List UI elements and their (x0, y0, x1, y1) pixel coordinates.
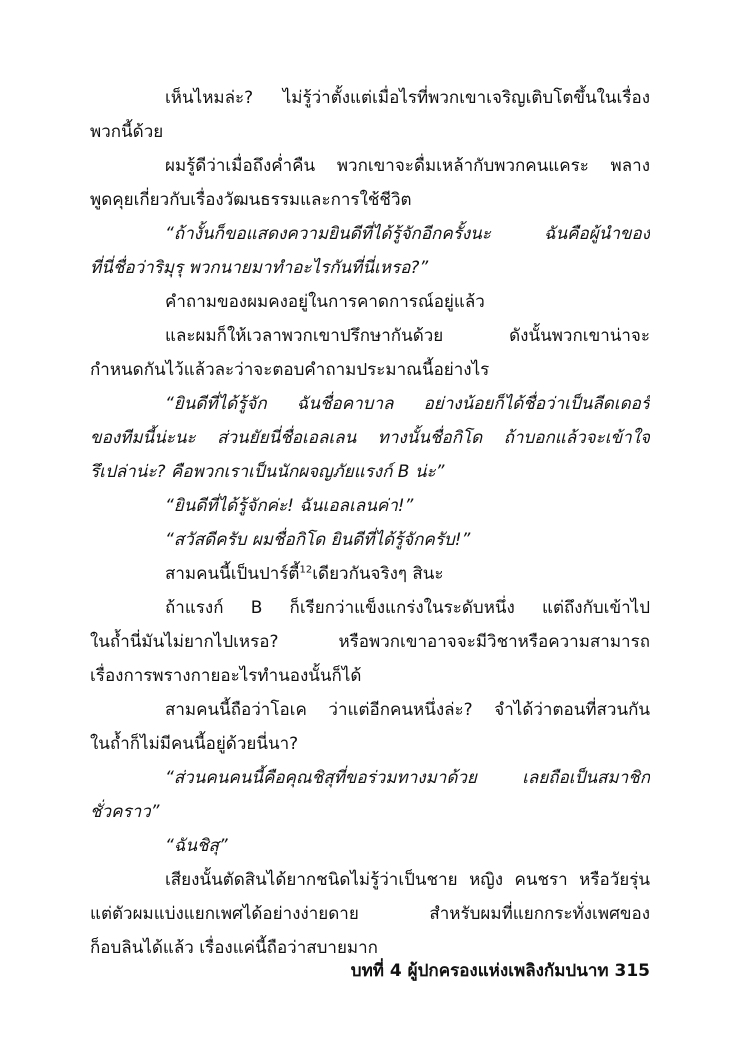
dialogue-line: ชั่วคราว” (90, 802, 160, 822)
text-line: พวกนี้ด้วย (90, 122, 164, 142)
dialogue-line: ของทีมนี้น่ะนะ ส่วนยัยนี่ชื่อเอลเลน ทางนั้นชื่อกิโด ถ้าบอกแล้วจะเข้าใจ (90, 428, 650, 448)
text-line: ผมรู้ดีว่าเมื่อถึงค่ำคืน พวกเขาจะดื่มเหล้ากับพวกคนแคระ พลาง (165, 156, 650, 176)
dialogue-line: “ยินดีที่ได้รู้จัก ฉันชื่อคาบาล อย่างน้อยก็ได้ชื่อว่าเป็นลีดเดอร์ (165, 394, 650, 414)
text-line: ในถ้ำนี่มันไม่ยากไปเหรอ? หรือพวกเขาอาจจะมีวิชาหรือความสามารถ (90, 632, 650, 652)
text-line: ในถ้ำก็ไม่มีคนนี้อยู่ด้วยนี่นา? (90, 734, 299, 754)
text-line: พูดคุยเกี่ยวกับเรื่องวัฒนธรรมและการใช้ชีวิต (90, 190, 412, 210)
page-footer: บทที่ 4 ผู้ปกครองแห่งเพลิงกัมปนาท 315 (350, 961, 650, 981)
dialogue-line: ที่นี่ชื่อว่าริมุรุ พวกนายมาทำอะไรกันที่นี่เหรอ?” (90, 258, 429, 278)
text-line: ถ้าแรงก์ B ก็เรียกว่าแข็งแกร่งในระดับหนึ่ง แต่ถึงกับเข้าไป (165, 598, 650, 618)
text-segment: สามคนนี้เป็นปาร์ตี้ (165, 564, 300, 584)
footnote-marker: 12 (299, 564, 313, 576)
text-line: และผมก็ให้เวลาพวกเขาปรึกษากันด้วย ดังนั้นพวกเขาน่าจะ (165, 326, 650, 346)
text-line: ก็อบลินได้แล้ว เรื่องแค่นี้ถือว่าสบายมาก (90, 938, 378, 958)
dialogue-line: “ฉันชิสุ” (165, 836, 228, 856)
text-line: สามคนนี้ถือว่าโอเค ว่าแต่อีกคนหนึ่งล่ะ? จำได้ว่าตอนที่สวนกัน (165, 700, 650, 720)
text-line (165, 557, 650, 591)
dialogue-line: “ส่วนคนคนนี้คือคุณชิสุที่ขอร่วมทางมาด้วย เลยถือเป็นสมาชิก (165, 768, 650, 788)
dialogue-line: “ถ้างั้นก็ขอแสดงความยินดีที่ได้รู้จักอีกครั้งนะ ฉันคือผู้นำของ (165, 224, 650, 244)
text-line: เสียงนั้นตัดสินได้ยากชนิดไม่รู้ว่าเป็นชาย หญิง คนชรา หรือวัยรุ่น (165, 870, 650, 890)
text-segment: เดียวกันจริงๆ สินะ (312, 564, 444, 584)
dialogue-line: รึเปล่าน่ะ? คือพวกเราเป็นนักผจญภัยแรงก์ B น่ะ” (90, 462, 445, 482)
text-line: เห็นไหมล่ะ? ไม่รู้ว่าตั้งแต่เมื่อไรที่พวกเขาเจริญเติบโตขึ้นในเรื่อง (165, 88, 650, 108)
text-line: แต่ตัวผมแบ่งแยกเพศได้อย่างง่ายดาย สำหรับผมที่แยกกระทั่งเพศของ (90, 904, 650, 924)
dialogue-line: “ยินดีที่ได้รู้จักค่ะ! ฉันเอลเลนค่า!” (165, 496, 414, 516)
text-line: คำถามของผมคงอยู่ในการคาดการณ์อยู่แล้ว (165, 292, 485, 312)
dialogue-line: “สวัสดีครับ ผมชื่อกิโด ยินดีที่ได้รู้จักครับ!” (165, 530, 471, 550)
text-line: เรื่องการพรางกายอะไรทำนองนั้นก็ได้ (90, 666, 362, 686)
text-line: กำหนดกันไว้แล้วละว่าจะตอบคำถามประมาณนี้อย่างไร (90, 360, 490, 380)
